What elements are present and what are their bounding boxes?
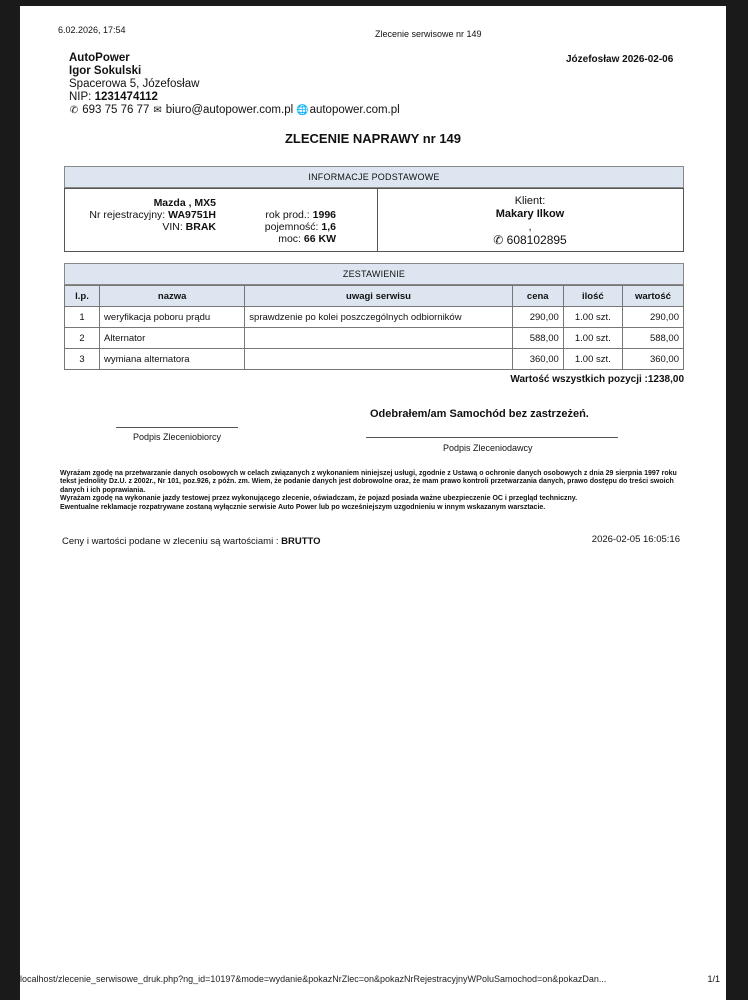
client-name: Makary Ilkow	[495, 208, 565, 220]
cell-value: 360,00	[622, 349, 683, 370]
consent-test-drive: Wyrażam zgodę na wykonanie jazdy testowej przez wykonującego zlecenie, oświadczam, że pojazd posiada ważne ubezpieczenie OC i przegląd techniczny.	[60, 495, 578, 503]
company-block	[69, 52, 400, 117]
col-header-lp: l.p.	[65, 286, 100, 307]
consent-text	[60, 470, 690, 512]
document-page	[20, 6, 726, 1000]
company-contact	[69, 104, 400, 117]
cell-lp: 1	[65, 307, 100, 328]
footer-page-number: 1/1	[707, 974, 720, 984]
company-owner: Igor Sokulski	[69, 65, 142, 77]
year-value: 1996	[312, 209, 336, 221]
print-header-title: Zlecenie serwisowe nr 149	[375, 29, 482, 39]
info-divider	[377, 188, 378, 251]
cell-notes	[245, 328, 512, 349]
col-header-name: nazwa	[100, 286, 245, 307]
phone-icon: ✆	[493, 233, 504, 247]
cell-name: weryfikacja poboru prądu	[100, 307, 245, 328]
power-label: moc:	[278, 233, 301, 245]
cell-lp: 3	[65, 349, 100, 370]
client-comma: ,	[528, 221, 532, 233]
company-address: Spacerowa 5, Józefosław	[69, 78, 200, 90]
power-value: 66 KW	[303, 233, 336, 245]
prices-note-label: Ceny i wartości podane w zleceniu są wartościami :	[62, 536, 279, 547]
items-total: Wartość wszystkich pozycji :1238,00	[510, 374, 684, 385]
year-label: rok prod.:	[265, 209, 310, 221]
company-website: autopower.com.pl	[309, 104, 400, 116]
cell-price: 290,00	[512, 307, 563, 328]
company-phone: 693 75 76 77	[82, 104, 150, 116]
cell-value: 588,00	[622, 328, 683, 349]
prices-note-value: BRUTTO	[281, 536, 321, 547]
cell-qty: 1.00 szt.	[563, 349, 622, 370]
globe-icon: 🌐	[296, 105, 309, 116]
cell-qty: 1.00 szt.	[563, 307, 622, 328]
info-section-heading: INFORMACJE PODSTAWOWE	[64, 166, 684, 188]
envelope-icon: ✉	[153, 105, 162, 116]
vin-label: VIN:	[162, 221, 183, 233]
col-header-qty: ilość	[563, 286, 622, 307]
table-header-row	[65, 286, 684, 307]
page-title: ZLECENIE NAPRAWY nr 149	[284, 131, 462, 146]
cell-price: 588,00	[512, 328, 563, 349]
signature-principal-label: Podpis Zleceniobiorcy	[133, 432, 222, 442]
client-phone: 608102895	[506, 233, 567, 247]
client-label: Klient:	[514, 195, 546, 207]
nip-label: NIP:	[69, 91, 92, 103]
place-date: Józefosław 2026-02-06	[566, 54, 674, 65]
cell-value: 290,00	[622, 307, 683, 328]
consent-complaints: Ewentualne reklamacje rozpatrywane zostaną wyłącznie serwisie Auto Power lub po wcześniejszym uzgodnieniu w innym wskazanym warsztacie.	[60, 503, 546, 511]
items-section-heading: ZESTAWIENIE	[64, 263, 684, 285]
signature-client-label: Podpis Zleceniodawcy	[443, 443, 533, 453]
car-make-model: Mazda , MX5	[153, 197, 216, 209]
signature-line-principal	[116, 427, 238, 428]
cell-price: 360,00	[512, 349, 563, 370]
phone-icon: ✆	[69, 105, 79, 116]
table-row	[65, 328, 684, 349]
consent-data-processing: Wyrażam zgodę na przetwarzanie danych osobowych w celach związanych z wykonaniem niniejszej usługi, zgodnie z Ustawą o ochronie danych osobowych z dnia 29 sierpnia 1997 roku tekst jednolity Dz.U. z 2002r., Nr 101, poz.926, z późn. zm. Wiem, że podanie danych jest dobrowolne oraz, że mam prawo kontroli przetwarzania danych, prawo dostępu do treści swoich danych i ich poprawiania.	[60, 470, 677, 494]
client-phone-row	[430, 234, 630, 247]
col-header-notes: uwagi serwisu	[245, 286, 512, 307]
vin-value: BRAK	[185, 221, 216, 233]
capacity-value: 1,6	[321, 221, 336, 233]
car-block	[76, 197, 216, 233]
prices-note	[62, 536, 321, 547]
received-statement: Odebrałem/am Samochód bez zastrzeżeń.	[370, 408, 589, 420]
reg-value: WA9751H	[168, 209, 216, 221]
nip-value: 1231474112	[94, 91, 158, 103]
car-specs	[246, 209, 336, 245]
cell-lp: 2	[65, 328, 100, 349]
items-table	[64, 285, 684, 370]
footer-url: localhost/zlecenie_serwisowe_druk.php?ng_id=10197&mode=wydanie&pokazNrZlec=on&pokazNrRejestracyjnyWPoluSamochod=on&pokazDan...	[20, 974, 607, 984]
created-timestamp: 2026-02-05 16:05:16	[591, 534, 680, 545]
company-name: AutoPower	[69, 52, 130, 64]
col-header-value: wartość	[622, 286, 683, 307]
signature-line-client	[366, 437, 618, 438]
company-email: biuro@autopower.com.pl	[165, 104, 294, 116]
cell-name: wymiana alternatora	[100, 349, 245, 370]
reg-label: Nr rejestracyjny:	[89, 209, 166, 221]
cell-name: Alternator	[100, 328, 245, 349]
cell-notes: sprawdzenie po kolei poszczególnych odbiorników	[245, 307, 512, 328]
client-block	[430, 195, 630, 247]
cell-qty: 1.00 szt.	[563, 328, 622, 349]
table-row	[65, 307, 684, 328]
company-nip	[69, 91, 400, 104]
capacity-label: pojemność:	[264, 221, 319, 233]
cell-notes	[245, 349, 512, 370]
col-header-price: cena	[512, 286, 563, 307]
table-row	[65, 349, 684, 370]
print-datetime: 6.02.2026, 17:54	[58, 25, 126, 35]
